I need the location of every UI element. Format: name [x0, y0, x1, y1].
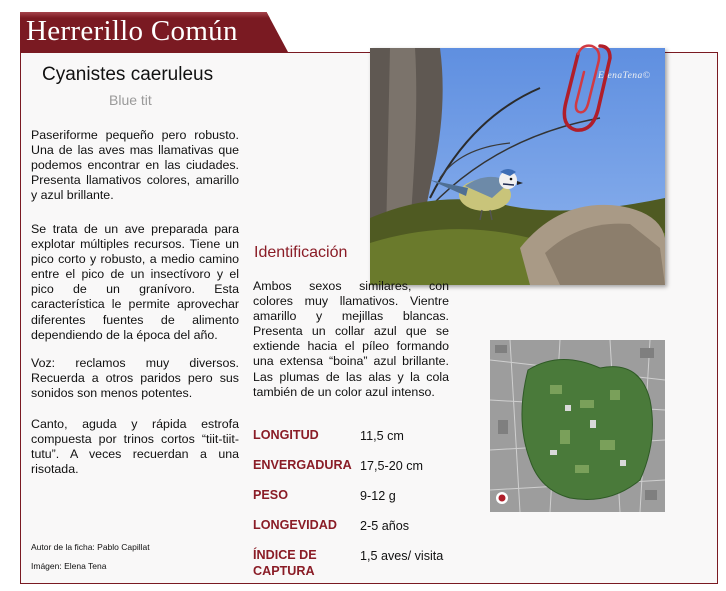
aerial-map: [490, 340, 665, 512]
identification-text: Ambos sexos similares, con colores muy llamativos. Vientre amarillo y mejillas blancas. Presenta un collar azul que se extiende hacia el píleo formando una extensa “boina” azul brillante. Las plumas de las alas y la cola también de un color azul intenso.: [253, 279, 449, 399]
stat-value-indice-captura: 1,5 aves/ visita: [360, 549, 444, 563]
stat-label-longevidad: LONGEVIDAD: [253, 518, 337, 532]
paperclip-icon: [552, 40, 616, 140]
description-paragraph-1: Paseriforme pequeño pero robusto. Una de las aves mas llamativas que podemos encontrar en las ciudades. Presenta llamativos colores, amarillo y azul brillante.: [31, 128, 239, 203]
image-credit: Imágen: Elena Tena: [31, 561, 107, 571]
stat-label-indice-captura: ÍNDICE DE CAPTURA: [253, 548, 317, 578]
description-paragraph-4: Canto, aguda y rápida estrofa compuesta por trinos cortos “tiit-tiit-tutu”. A veces recuerdan a una risotada.: [31, 417, 239, 477]
identification-heading: Identificación: [254, 244, 348, 261]
stat-value-peso: 9-12 g: [360, 489, 396, 503]
scientific-name: Cyanistes caeruleus: [42, 64, 214, 85]
description-paragraph-3: Voz: reclamos muy diversos. Recuerda a otros paridos pero sus sonidos son menos potentes.: [31, 356, 239, 401]
bird-photo: [370, 48, 665, 285]
english-name: Blue tit: [109, 92, 152, 108]
photo-watermark: ElenaTena©: [598, 71, 651, 81]
stat-label-envergadura: ENVERGADURA: [253, 458, 352, 472]
stat-value-envergadura: 17,5-20 cm: [360, 459, 423, 473]
stat-value-longitud: 11,5 cm: [360, 429, 404, 443]
page-title: Herrerillo Común: [26, 15, 238, 47]
description-paragraph-2: Se trata de un ave preparada para explotar múltiples recursos. Tiene un pico corto y robusto, a medio camino entre el pico de un insectívoro y el pico de un granívoro. Esta característica le permite aprovechar diferentes fuentes de alimento dependiendo de la época del año.: [31, 222, 239, 342]
stat-value-longevidad: 2-5 años: [360, 519, 410, 533]
stat-label-peso: PESO: [253, 488, 288, 502]
author-credit: Autor de la ficha: Pablo Capillat: [31, 542, 150, 552]
stat-label-longitud: LONGITUD: [253, 428, 319, 442]
